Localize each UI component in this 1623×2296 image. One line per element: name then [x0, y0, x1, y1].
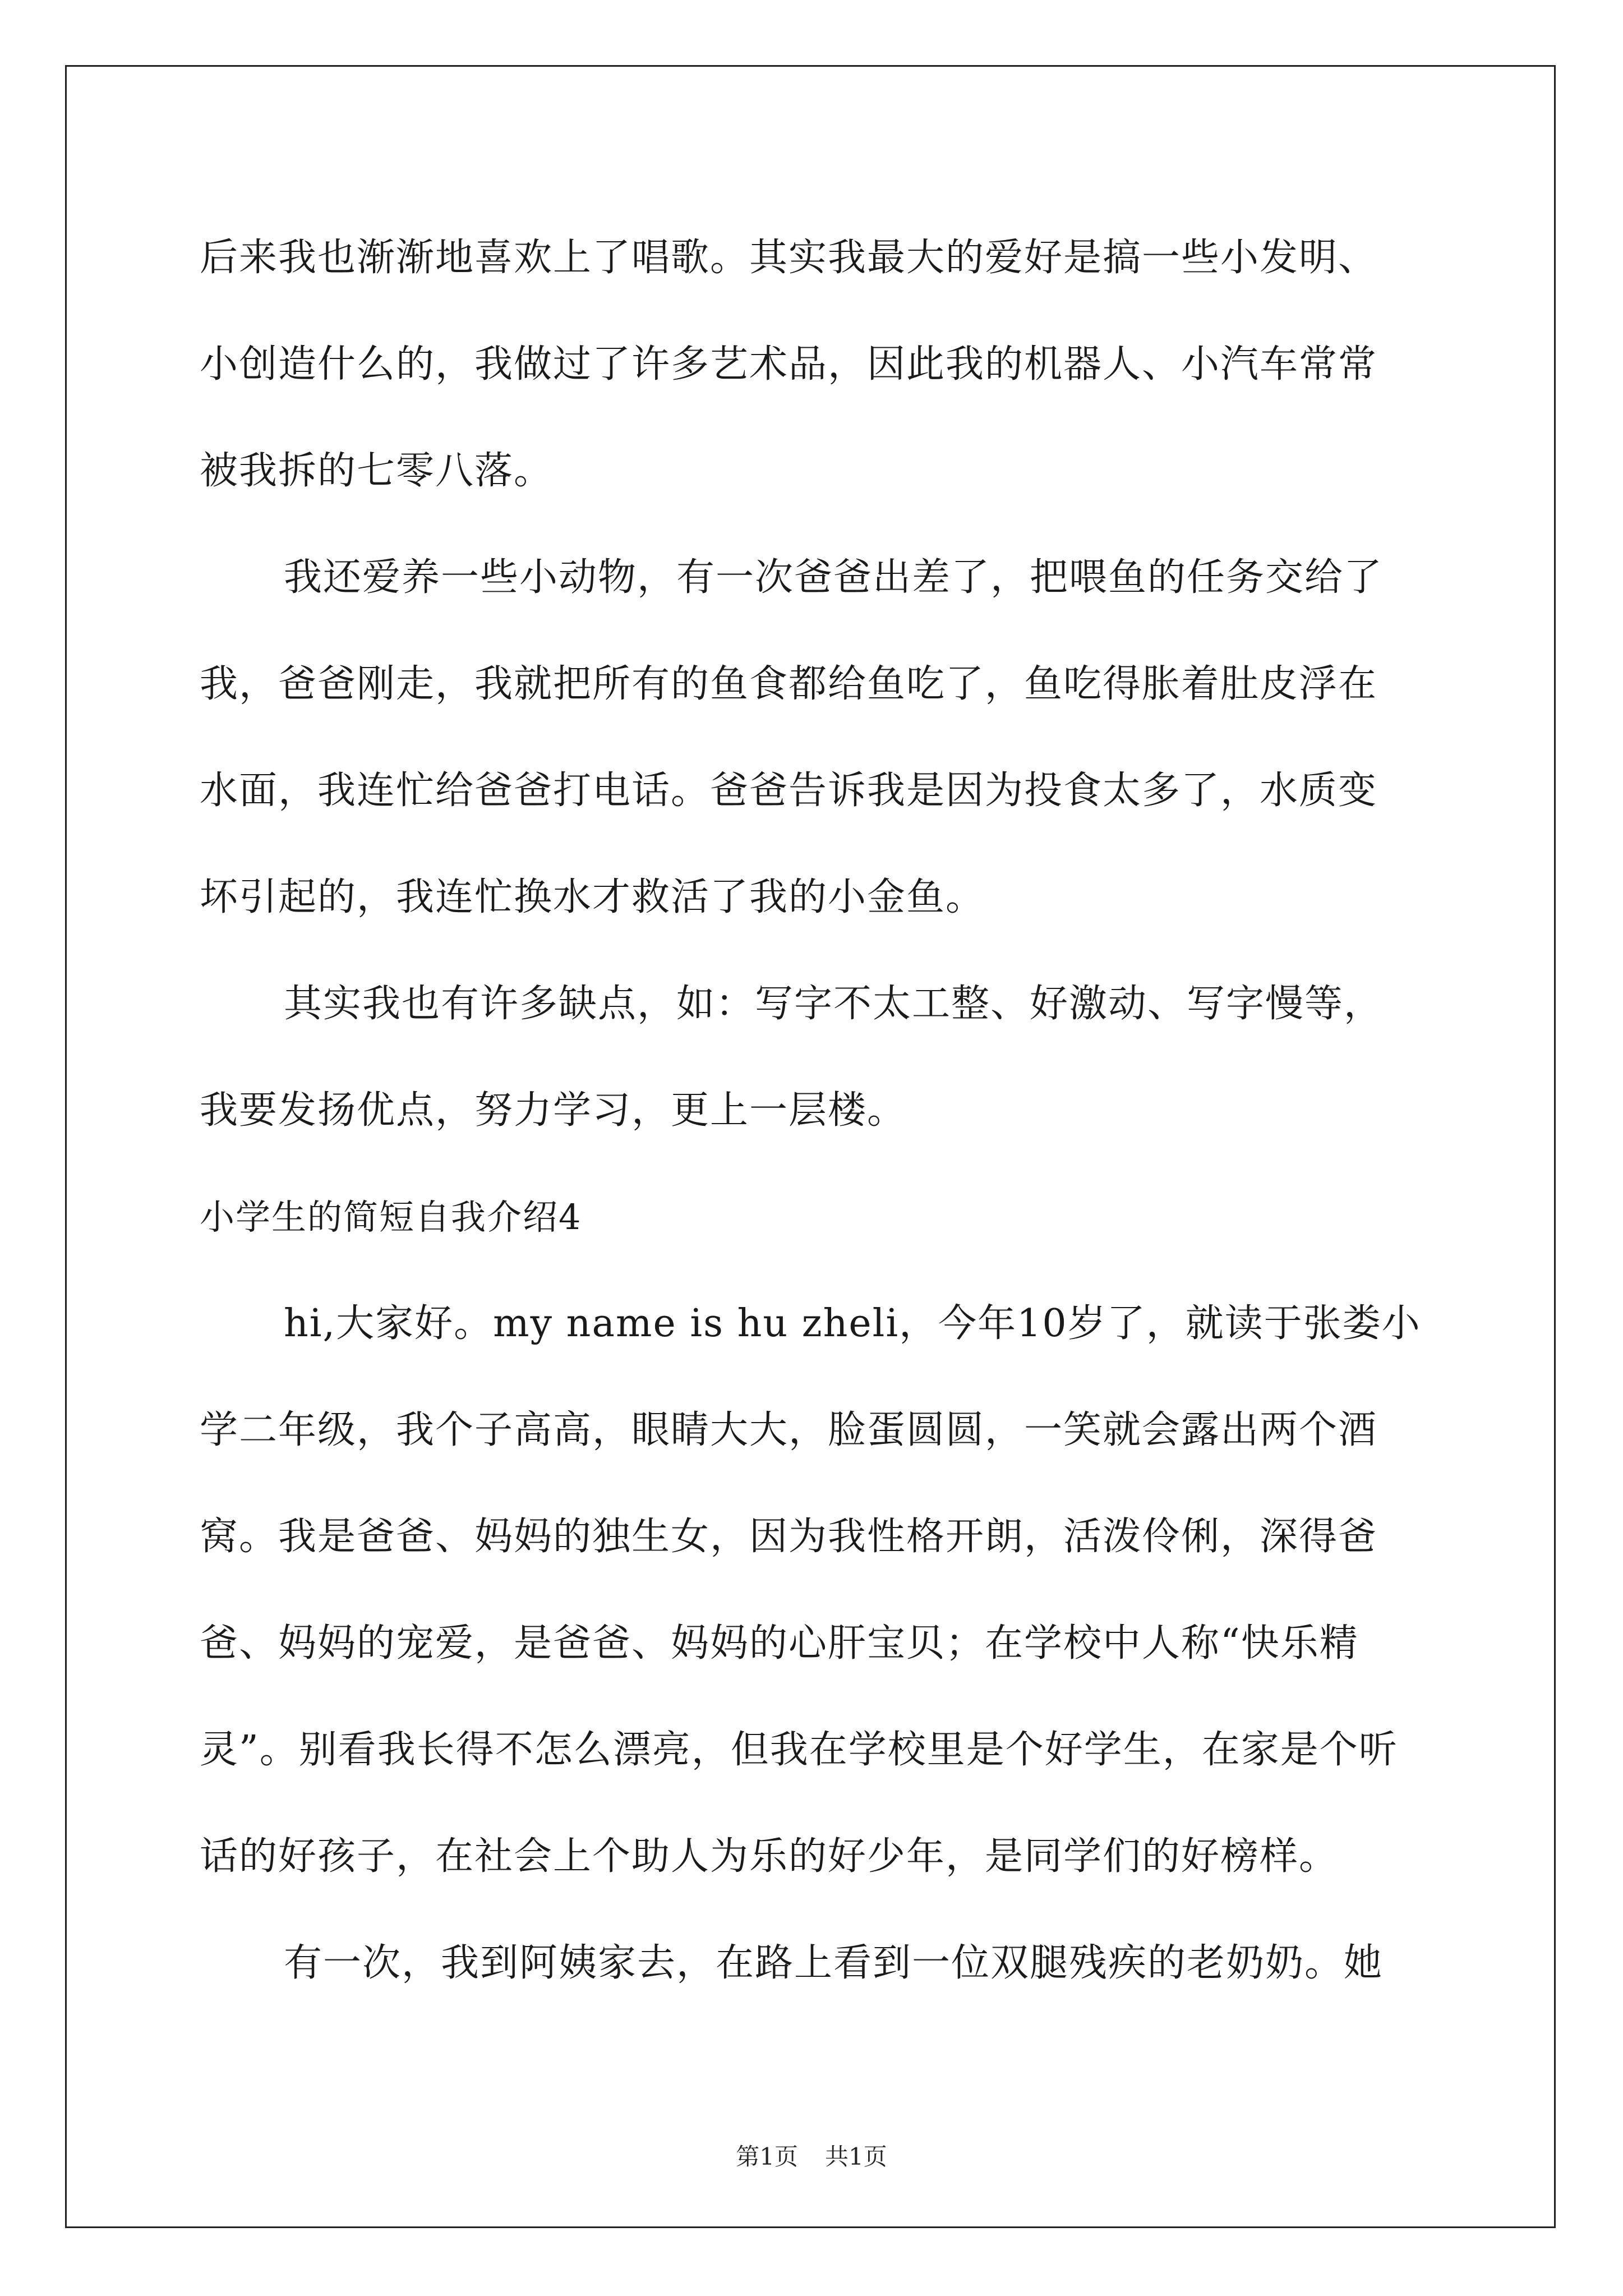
- text-line: 爸、妈妈的宠爱，是爸爸、妈妈的心肝宝贝；在学校中人称“快乐精: [200, 1621, 1359, 1665]
- paragraph-start-line: hi,大家好。my name is hu zheli，今年10岁了，就读于张娄小: [284, 1301, 1421, 1346]
- paragraph-start-line: 其实我也有许多缺点，如：写字不太工整、好激动、写字慢等，: [284, 982, 1384, 1026]
- text-line: 后来我也渐渐地喜欢上了唱歌。其实我最大的爱好是搞一些小发明、: [200, 236, 1378, 280]
- text-line: 话的好孩子，在社会上个助人为乐的好少年，是同学们的好榜样。: [200, 1834, 1339, 1879]
- text-line: 小创造什么的，我做过了许多艺术品，因此我的机器人、小汽车常常: [200, 342, 1378, 386]
- text-line: 我要发扬优点，努力学习，更上一层楼。: [200, 1088, 907, 1133]
- text-line: 坏引起的，我连忙换水才救活了我的小金鱼。: [200, 875, 985, 919]
- page-number-current: 第1页: [736, 2143, 798, 2170]
- text-line: 水面，我连忙给爸爸打电话。爸爸告诉我是因为投食太多了，水质变: [200, 769, 1378, 813]
- text-line: 窝。我是爸爸、妈妈的独生女，因为我性格开朗，活泼伶俐，深得爸: [200, 1515, 1378, 1559]
- paragraph-start-line: 我还爱养一些小动物，有一次爸爸出差了，把喂鱼的任务交给了: [284, 555, 1384, 600]
- text-line: 学二年级，我个子高高，眼睛大大，脸蛋圆圆，一笑就会露出两个酒: [200, 1408, 1378, 1452]
- text-line: 被我拆的七零八落。: [200, 449, 554, 493]
- text-line: 我，爸爸刚走，我就把所有的鱼食都给鱼吃了，鱼吃得胀着肚皮浮在: [200, 662, 1378, 706]
- section-heading: 小学生的简短自我介绍4: [200, 1197, 582, 1237]
- document-body: [200, 205, 1433, 2017]
- page-footer: [0, 2138, 1623, 2172]
- page-number-total: 共1页: [825, 2143, 887, 2170]
- paragraph-start-line: 有一次，我到阿姨家去，在路上看到一位双腿残疾的老奶奶。她: [284, 1941, 1384, 1985]
- text-line: 灵”。别看我长得不怎么漂亮，但我在学校里是个好学生，在家是个听: [200, 1728, 1398, 1772]
